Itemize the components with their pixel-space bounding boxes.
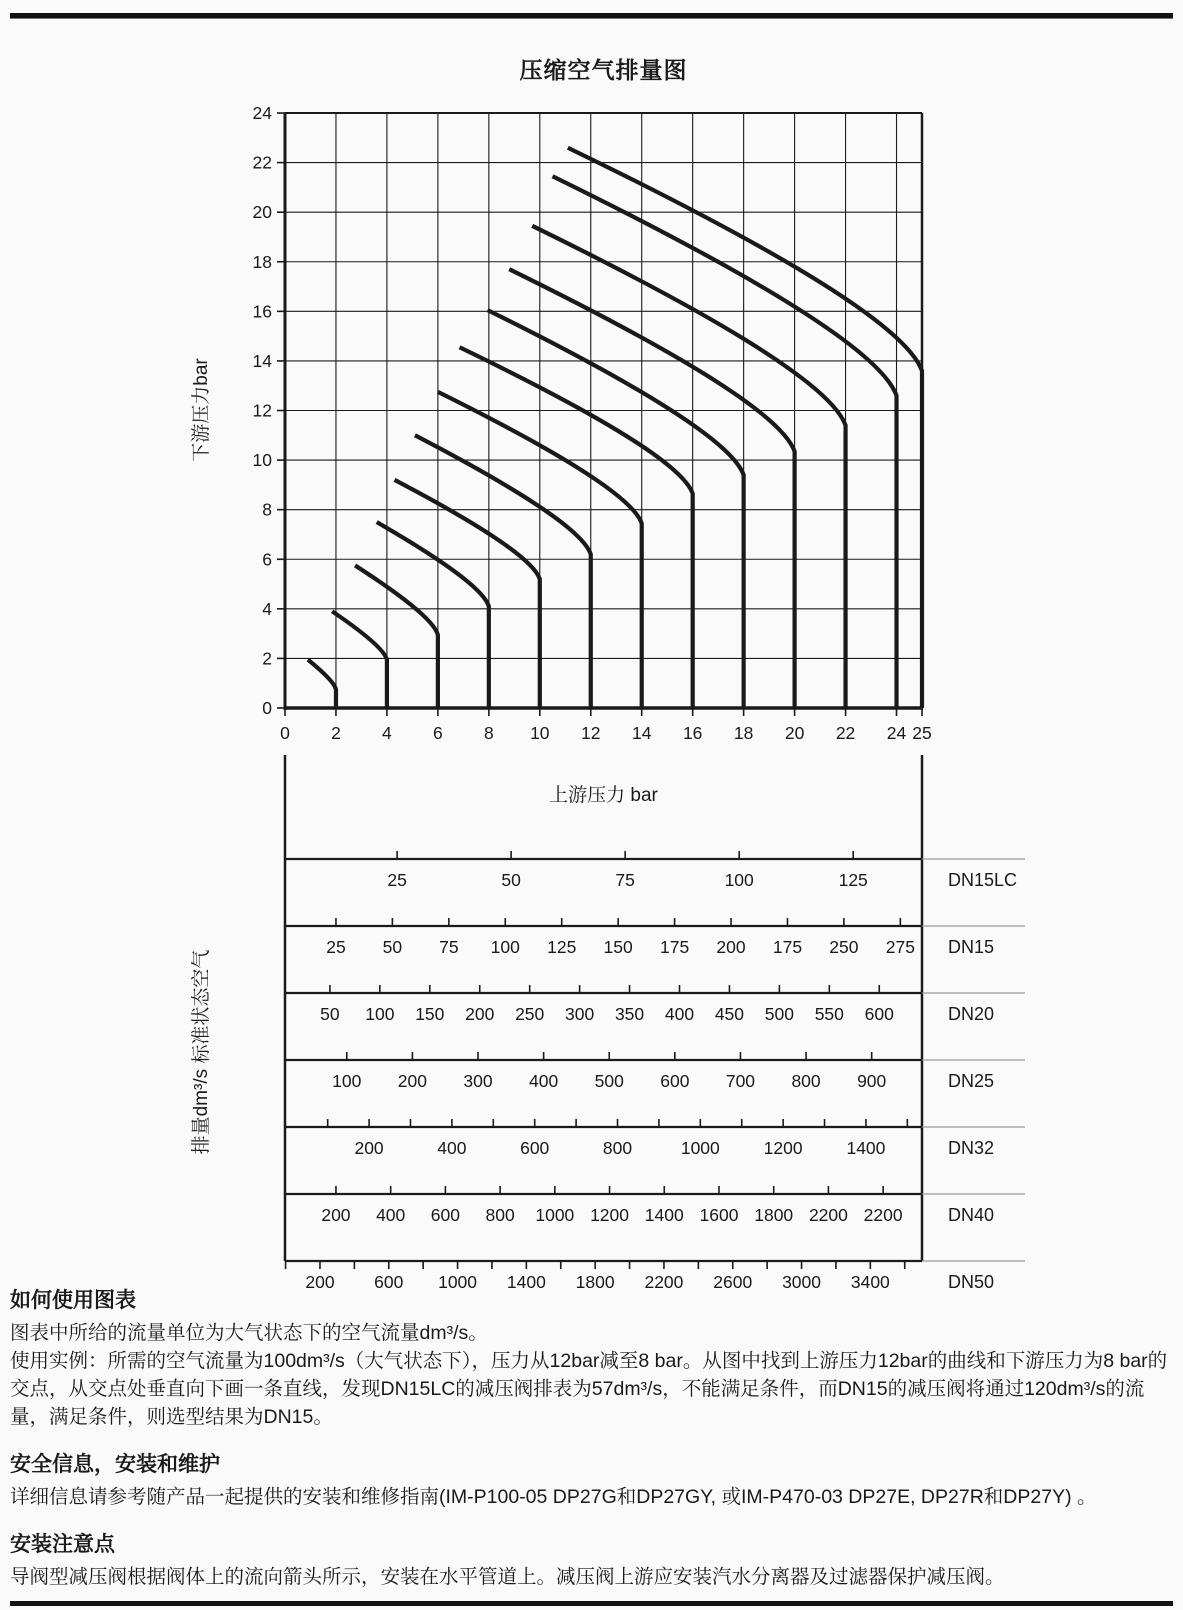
valve-size-label: DN25 xyxy=(948,1071,995,1091)
flow-value: 1400 xyxy=(506,1272,546,1292)
x-tick-label: 16 xyxy=(682,723,703,743)
flow-value: 75 xyxy=(439,937,459,957)
flow-value: 800 xyxy=(791,1071,821,1091)
notes-block xyxy=(10,1284,1173,1591)
flow-value: 125 xyxy=(838,870,868,890)
flow-value: 700 xyxy=(725,1071,756,1091)
flow-value: 500 xyxy=(594,1071,624,1091)
flow-value: 200 xyxy=(716,937,746,957)
x-tick-label: 24 xyxy=(886,723,907,743)
flow-value: 2600 xyxy=(713,1272,753,1292)
y-tick-label: 0 xyxy=(262,698,272,718)
flow-value: 600 xyxy=(864,1004,894,1024)
flow-value: 50 xyxy=(382,937,403,957)
y-tick-label: 16 xyxy=(252,301,272,322)
y-tick-label: 4 xyxy=(262,598,272,619)
y-tick-label: 8 xyxy=(262,499,272,520)
y-tick-label: 6 xyxy=(262,549,272,570)
flow-curve xyxy=(395,480,540,708)
bottom-rule xyxy=(10,1601,1173,1606)
flow-value: 2200 xyxy=(808,1205,848,1225)
flow-value: 2200 xyxy=(863,1205,903,1225)
safety-heading: 安全信息，安装和维护 xyxy=(10,1453,220,1476)
flow-value: 600 xyxy=(430,1205,460,1225)
flow-value: 300 xyxy=(565,1004,595,1024)
y-tick-label: 10 xyxy=(252,450,272,471)
flow-value: 600 xyxy=(520,1138,550,1158)
flow-value: 50 xyxy=(320,1004,340,1024)
flow-value: 800 xyxy=(485,1205,515,1225)
flow-value: 100 xyxy=(332,1071,362,1091)
flow-value: 1200 xyxy=(590,1205,630,1225)
chart-title: 压缩空气排量图 xyxy=(519,57,688,83)
flow-curve xyxy=(377,522,489,708)
flow-value: 1400 xyxy=(846,1138,886,1158)
y-tick-label: 12 xyxy=(252,400,272,421)
flow-value: 75 xyxy=(615,870,635,890)
section-how-to-use xyxy=(10,1284,1173,1431)
flow-value: 1000 xyxy=(535,1205,575,1225)
flow-curve xyxy=(488,310,744,708)
x-tick-label: 12 xyxy=(581,723,601,743)
how-to-line2: 使用实例：所需的空气流量为100dm³/s（大气状态下），压力从12bar减至8 bar。从图中找到上游压力12bar的曲线和下游压力为8 bar的交点，从交点处垂直向下画一条直线，发现DN15LC的减压阀排表为57dm³/s，不能满足条件，而DN15的减压阀将通过120dm³/s的流量，满足条件，则选型结果为DN15。 xyxy=(10,1350,1168,1428)
flow-value: 175 xyxy=(772,937,803,957)
section-safety xyxy=(10,1448,1173,1511)
flow-value: 200 xyxy=(465,1004,495,1024)
flow-value: 275 xyxy=(885,937,915,957)
flow-value: 3000 xyxy=(782,1272,822,1292)
install-heading: 安装注意点 xyxy=(10,1533,115,1556)
flow-value: 1400 xyxy=(644,1205,684,1225)
how-to-line1: 图表中所给的流量单位为大气状态下的空气流量dm³/s。 xyxy=(10,1322,488,1344)
flow-value: 300 xyxy=(463,1071,493,1091)
flow-axis-title: 排量dm³/s 标准状态空气 xyxy=(191,949,212,1155)
x-tick-label: 10 xyxy=(530,723,550,743)
flow-value: 400 xyxy=(529,1071,559,1091)
valve-size-label: DN15LC xyxy=(948,870,1018,890)
flow-value: 400 xyxy=(376,1205,406,1225)
flow-curve xyxy=(415,435,591,708)
flow-value: 25 xyxy=(326,937,346,957)
flow-value: 1200 xyxy=(763,1138,803,1158)
flow-value: 1000 xyxy=(438,1272,478,1292)
flow-value: 175 xyxy=(659,937,690,957)
flow-value: 550 xyxy=(814,1004,844,1024)
flow-value: 125 xyxy=(547,937,577,957)
x-tick-label: 2 xyxy=(331,723,341,743)
x-tick-label: 22 xyxy=(835,723,856,743)
x-tick-label: 8 xyxy=(483,723,494,743)
flow-value: 25 xyxy=(387,870,407,890)
flow-value: 250 xyxy=(515,1004,545,1024)
x-tick-label: 25 xyxy=(912,723,932,743)
flow-value: 100 xyxy=(724,870,754,890)
y-tick-label: 24 xyxy=(252,103,272,123)
valve-size-label: DN40 xyxy=(948,1205,995,1225)
valve-size-label: DN15 xyxy=(948,937,995,957)
flow-curve xyxy=(332,611,387,708)
flow-value: 200 xyxy=(397,1071,428,1091)
flow-value: 150 xyxy=(415,1004,445,1024)
flow-value: 500 xyxy=(764,1004,794,1024)
flow-value: 2200 xyxy=(644,1272,684,1292)
valve-size-label: DN50 xyxy=(948,1272,995,1292)
safety-body: 详细信息请参考随产品一起提供的安装和维修指南(IM-P100-05 DP27G和DP27GY, 或IM-P470-03 DP27E, DP27R和DP27Y) 。 xyxy=(10,1486,1097,1508)
flow-value: 100 xyxy=(490,937,520,957)
valve-size-label: DN20 xyxy=(948,1004,995,1024)
x-tick-label: 6 xyxy=(433,723,443,743)
flow-value: 600 xyxy=(374,1272,404,1292)
flow-value: 1800 xyxy=(575,1272,615,1292)
flow-value: 100 xyxy=(365,1004,395,1024)
y-tick-label: 22 xyxy=(252,152,272,173)
flow-value: 400 xyxy=(437,1138,467,1158)
flow-value: 400 xyxy=(664,1004,695,1024)
flow-value: 600 xyxy=(660,1071,690,1091)
flow-value: 200 xyxy=(354,1138,384,1158)
valve-size-label: DN32 xyxy=(948,1138,995,1158)
flow-value: 200 xyxy=(321,1205,351,1225)
flow-value: 150 xyxy=(603,937,633,957)
y-tick-label: 18 xyxy=(252,251,272,272)
flow-curve xyxy=(509,269,794,708)
x-tick-label: 0 xyxy=(280,723,290,743)
flow-value: 350 xyxy=(614,1004,645,1024)
section-install-notes xyxy=(10,1528,1173,1591)
install-body: 导阀型减压阀根据阀体上的流向箭头所示，安装在水平管道上。减压阀上游应安装汽水分离器及过滤器保护减压阀。 xyxy=(10,1566,1005,1588)
y-tick-label: 2 xyxy=(262,648,272,669)
y-axis-title: 下游压力bar xyxy=(191,358,212,462)
flow-value: 50 xyxy=(501,870,521,890)
flow-value: 900 xyxy=(857,1071,887,1091)
x-tick-label: 18 xyxy=(733,723,754,743)
x-tick-label: 4 xyxy=(382,723,392,743)
x-tick-label: 20 xyxy=(784,723,805,743)
flow-value: 1600 xyxy=(699,1205,739,1225)
x-axis-title: 上游压力 bar xyxy=(549,785,658,806)
flow-curve xyxy=(308,660,336,708)
flow-value: 3400 xyxy=(850,1272,890,1292)
y-tick-label: 20 xyxy=(252,202,272,223)
how-to-heading: 如何使用图表 xyxy=(10,1289,136,1312)
flow-value: 250 xyxy=(829,937,859,957)
x-tick-label: 14 xyxy=(631,723,652,743)
flow-value: 1800 xyxy=(754,1205,794,1225)
flow-value: 200 xyxy=(305,1272,335,1292)
flow-value: 1000 xyxy=(680,1138,720,1158)
y-tick-label: 14 xyxy=(252,350,272,371)
flow-value: 800 xyxy=(602,1138,633,1158)
flow-value: 450 xyxy=(714,1004,745,1024)
